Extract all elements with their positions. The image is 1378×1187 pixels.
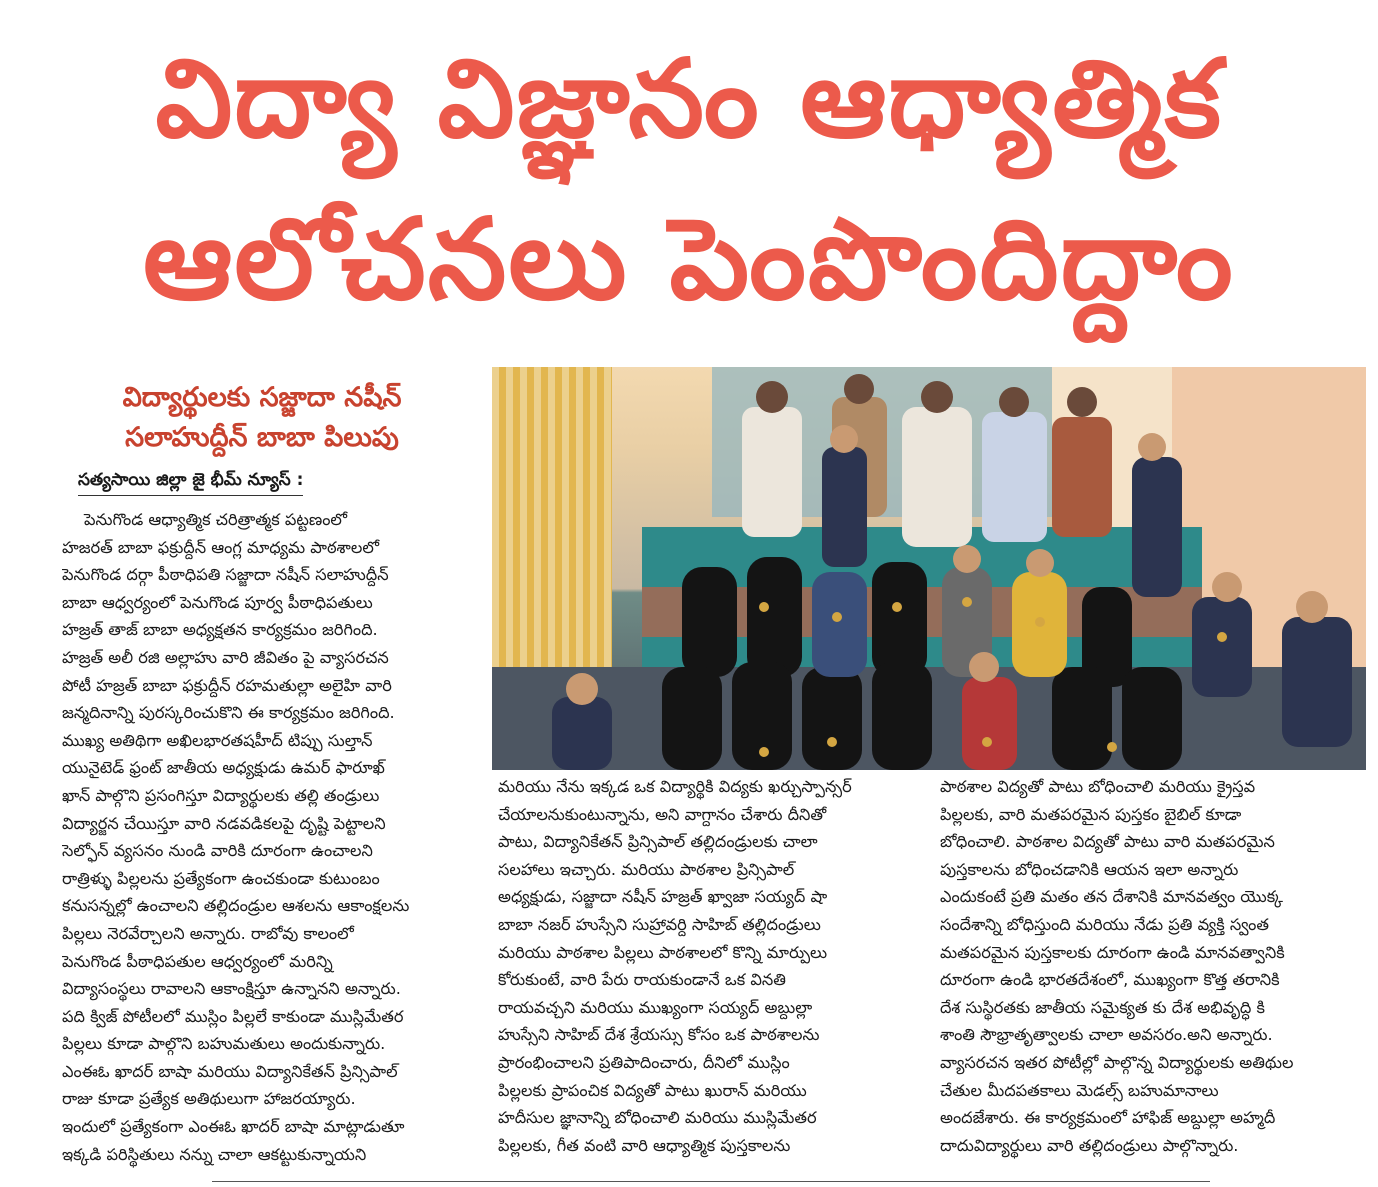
article-line: రాజు కూడా ప్రత్యేక అతిథులుగా హాజరయ్యారు. [62, 1089, 356, 1109]
article-line: పాటు, విద్యానికేతన్ ప్రిన్సిపాల్ తల్లిదండ్రులకు చాలా [498, 832, 818, 852]
article-line: వ్యాసరచన ఇతర పోటీల్లో పాల్గొన్న విద్యార్థులకు అతిథుల [940, 1052, 1294, 1072]
article-line: హజ్రత్ అలీ రజి అల్లాహు వారి జీవితం పై వ్యాసరచన [62, 647, 389, 667]
article-line: యునైటెడ్ ఫ్రంట్ జాతీయ అధ్యక్షుడు ఉమర్ ఫారూఖ్ [62, 758, 385, 778]
article-line: చేయాలనుకుంటున్నాను, అని వాగ్దానం చేశారు దీనితో [498, 804, 827, 824]
article-line: పది క్విజ్ పోటీలలో ముస్లిం పిల్లలే కాకుండా ముస్లిమేతర [62, 1006, 404, 1026]
article-line: విద్యాసంస్థలు రావాలని ఆకాంక్షిస్తూ ఉన్నానని అన్నారు. [62, 979, 401, 999]
article-line: దాదువిద్యార్థులు వారి తల్లిదండ్రులు పాల్గొన్నారు. [940, 1135, 1239, 1155]
article-line: జన్మదినాన్ని పురస్కరించుకొని ఈ కార్యక్రమం జరిగింది. [62, 703, 395, 723]
article-column-1 [62, 506, 470, 1168]
article-line: పోటీ హజ్రత్ బాబా ఫక్రుద్దీన్ రహమతుల్లా అలైహి వారి [62, 675, 392, 695]
article-line: పిల్లలకు, వారి మతపరమైన పుస్తకం బైబిల్ కూడా [940, 804, 1242, 824]
article-line: పెనుగొండ పీఠాధిపతుల ఆధ్వర్యంలో మరిన్ని [62, 951, 333, 971]
article-line: హజ్రత్ తాజ్ బాబా అధ్యక్షతన కార్యక్రమం జరిగింది. [62, 620, 378, 640]
dateline: సత్యసాయి జిల్లా జై భీమ్ న్యూస్ : [78, 467, 303, 496]
article-line: బాబా నజర్ హుస్సేని సుహ్రావర్ది సాహిబ్ తల్లిదండ్రులు [498, 914, 821, 934]
subheadline-line-1: విద్యార్థులకు సజ్జాదా నషీన్ [122, 382, 402, 413]
article-line: సెల్ఫోన్ వ్యసనం నుండి వారికి దూరంగా ఉంచాలని [62, 841, 373, 861]
article-line: కోరుకుంటే, వారి పేరు రాయకుండానే ఒక వినతి [498, 970, 786, 990]
students-group-photo [492, 367, 1366, 770]
article-line: సలహాలు ఇచ్చారు. మరియు పాఠశాల ప్రిన్సిపాల్ [498, 859, 795, 879]
article-line: అందజేశారు. ఈ కార్యక్రమంలో హాఫిజ్ అబ్దుల్లా అహ్మదీ [940, 1108, 1276, 1128]
article-line: ఎందుకంటే ప్రతి మతం తన దేశానికి మానవత్వం యొక్క [940, 887, 1283, 907]
article-line: శాంతి సౌభ్రాతృత్వాలకు చాలా అవసరం.అని అన్నారు. [940, 1025, 1273, 1045]
article-line: రాయవచ్చని మరియు ముఖ్యంగా సయ్యద్ అబ్దుల్లా [498, 997, 813, 1017]
article-line: పెనుగొండ ఆధ్యాత్మిక చరిత్రాత్మక పట్టణంలో [84, 510, 348, 529]
article-line: ఇక్కడి పరిస్థితులు నన్ను చాలా ఆకట్టుకున్నాయని [62, 1144, 367, 1164]
article-line: పిల్లలు నెరవేర్చాలని అన్నారు. రాబోవు కాలంలో [62, 923, 354, 943]
article-line: పెనుగొండ దర్గా పీఠాధిపతి సజ్జాదా నషీన్ సలాహుద్దీన్ [62, 565, 389, 585]
article-line: పిల్లలకు, గీత వంటి వారి ఆధ్యాత్మిక పుస్తకాలను [498, 1135, 791, 1155]
article-line: సందేశాన్ని బోధిస్తుంది మరియు నేడు ప్రతి వ్యక్తి స్వంత [940, 914, 1269, 934]
article-line: అధ్యక్షుడు, సజ్జాదా నషీన్ హజ్రత్ ఖ్వాజా సయ్యద్ షా [498, 887, 828, 907]
article-column-2 [498, 773, 918, 1159]
bottom-rule [212, 1181, 1210, 1182]
article-line: హదీసుల జ్ఞానాన్ని బోధించాలి మరియు ముస్లిమేతర [498, 1108, 817, 1128]
subheadline-line-2: సలాహుద్దీన్ బాబా పిలుపు [125, 422, 399, 453]
article-line: హుస్సేని సాహిబ్ దేశ శ్రేయస్సు కోసం ఒక పాఠశాలను [498, 1025, 820, 1045]
article-line: ప్రారంభించాలని ప్రతిపాదించారు, దీనిలో ముస్లిం [498, 1052, 790, 1072]
article-line: ముఖ్య అతిథిగా అఖిలభారతషహీద్ టిప్పు సుల్తాన్ [62, 730, 373, 750]
article-line: విద్యార్జన చేయిస్తూ వారి నడవడికలపై దృష్టి పెట్టాలని [62, 813, 386, 833]
article-line: ఇందులో ప్రత్యేకంగా ఎంఈఓ ఖాదర్ బాషా మాట్లాడుతూ [62, 1117, 405, 1137]
article-line: చేతుల మీదపతకాలు మెడల్స్ బహుమానాలు [940, 1080, 1219, 1100]
article-column-3 [940, 773, 1360, 1159]
article-line: హజరత్ బాబా ఫక్రుద్దీన్ ఆంగ్ల మాధ్యమ పాఠశాలలో [62, 537, 379, 557]
article-line: పాఠశాల విద్యతో పాటు బోధించాలి మరియు క్రైస్తవ [940, 777, 1256, 796]
article-line: రాత్రిళ్ళు పిల్లలను ప్రత్యేకంగా ఉంచకుండా కుటుంబం [62, 868, 380, 888]
headline-line-1: విద్యా విజ్ఞానం ఆధ్యాత్మిక [155, 37, 1223, 162]
article-line: దేశ సుస్థిరతకు జాతీయ సమైక్యత కు దేశ అభివృద్ధి కి [940, 997, 1265, 1017]
article-line: పిల్లలు కూడా పాల్గొని బహుమతులు అందుకున్నారు. [62, 1034, 386, 1054]
event-photo [492, 367, 1366, 770]
article-line: ఎంఈఓ ఖాదర్ బాషా మరియు విద్యానికేతన్ ప్రిన్సిపాల్ [62, 1061, 398, 1081]
article-line: మతపరమైన పుస్తకాలకు దూరంగా ఉండి మానవత్వానికి [940, 942, 1285, 962]
article-line: కనుసన్నల్లో ఉంచాలని తల్లిదండ్రుల ఆశలను ఆకాంక్షలను [62, 896, 410, 916]
article-line: ఖాన్ పాల్గొని ప్రసంగిస్తూ విద్యార్థులకు తల్లి తండ్రులు [62, 785, 380, 805]
article-line: మరియు పాఠశాల పిల్లలు పాఠశాలలో కొన్ని మార్పులు [498, 942, 828, 962]
headline-line-2: ఆలోచనలు పెంపొందిద్దాం [143, 195, 1235, 325]
article-line: బాబా ఆధ్వర్యంలో పెనుగొండ పూర్వ పీఠాధిపతులు [62, 592, 373, 612]
article-line: దూరంగా ఉండి భారతదేశంలో, ముఖ్యంగా కొత్త తరానికి [940, 970, 1280, 990]
article-line: పుస్తకాలను బోధించడానికి ఆయన ఇలా అన్నారు [940, 859, 1239, 879]
article-line: మరియు నేను ఇక్కడ ఒక విద్యార్థికి విద్యకు ఖర్చుస్పాన్సర్ [498, 777, 852, 796]
article-line: పిల్లలకు ప్రాపంచిక విద్యతో పాటు ఖురాన్ మరియు [498, 1080, 807, 1100]
article-line: బోధించాలి. పాఠశాల విద్యతో పాటు వారి మతపరమైన [940, 832, 1275, 852]
